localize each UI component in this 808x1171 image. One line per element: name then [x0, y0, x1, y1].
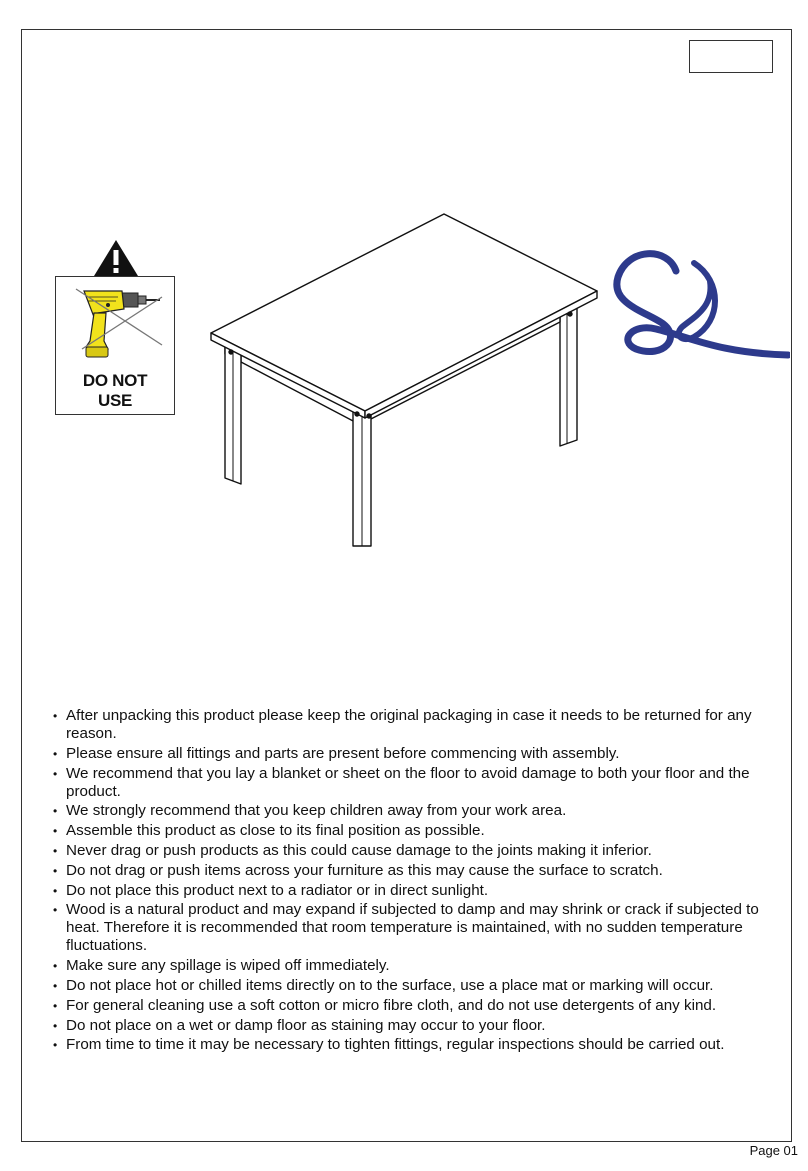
instruction-item: • Please ensure all fittings and parts are present before commencing with assembly.	[52, 745, 772, 763]
page-number: Page 01	[749, 1143, 798, 1158]
care-instructions-list	[52, 707, 772, 1056]
instruction-item: • For general cleaning use a soft cotton or micro fibre cloth, and do not use detergents of any kind.	[52, 997, 772, 1015]
brand-logo	[598, 237, 790, 367]
power-drill-icon	[64, 283, 166, 369]
instruction-item: • Never drag or push products as this could cause damage to the joints making it inferior.	[52, 842, 772, 860]
instruction-item: • Assemble this product as close to its final position as possible.	[52, 822, 772, 840]
warning-line-1: DO NOT	[82, 371, 148, 390]
instruction-item: • Wood is a natural product and may expand if subjected to damp and may shrink or crack if subjected to heat. Therefore it is recommended that room temperature is maintained, with no sudden temperature fluctuations.	[52, 901, 772, 955]
instruction-item: • We strongly recommend that you keep children away from your work area.	[52, 802, 772, 820]
instruction-item: • Do not place hot or chilled items directly on to the surface, use a place mat or marking will occur.	[52, 977, 772, 995]
instruction-item: • After unpacking this product please keep the original packaging in case it needs to be returned for any reason.	[52, 707, 772, 743]
do-not-use-drill-warning	[55, 276, 175, 415]
warning-triangle-icon	[93, 239, 139, 277]
product-code-box	[689, 40, 773, 73]
instruction-item: • Do not place on a wet or damp floor as staining may occur to your floor.	[52, 1017, 772, 1035]
warning-line-2: USE	[97, 391, 133, 410]
warning-label	[56, 371, 174, 411]
instruction-item: • Make sure any spillage is wiped off immediately.	[52, 957, 772, 975]
instruction-item: • We recommend that you lay a blanket or sheet on the floor to avoid damage to both your floor and the product.	[52, 765, 772, 801]
instruction-item: • Do not drag or push items across your furniture as this may cause the surface to scratch.	[52, 862, 772, 880]
instruction-item: • From time to time it may be necessary to tighten fittings, regular inspections should be carried out.	[52, 1036, 772, 1054]
instruction-item: • Do not place this product next to a radiator or in direct sunlight.	[52, 882, 772, 900]
dining-table-illustration	[205, 210, 605, 555]
